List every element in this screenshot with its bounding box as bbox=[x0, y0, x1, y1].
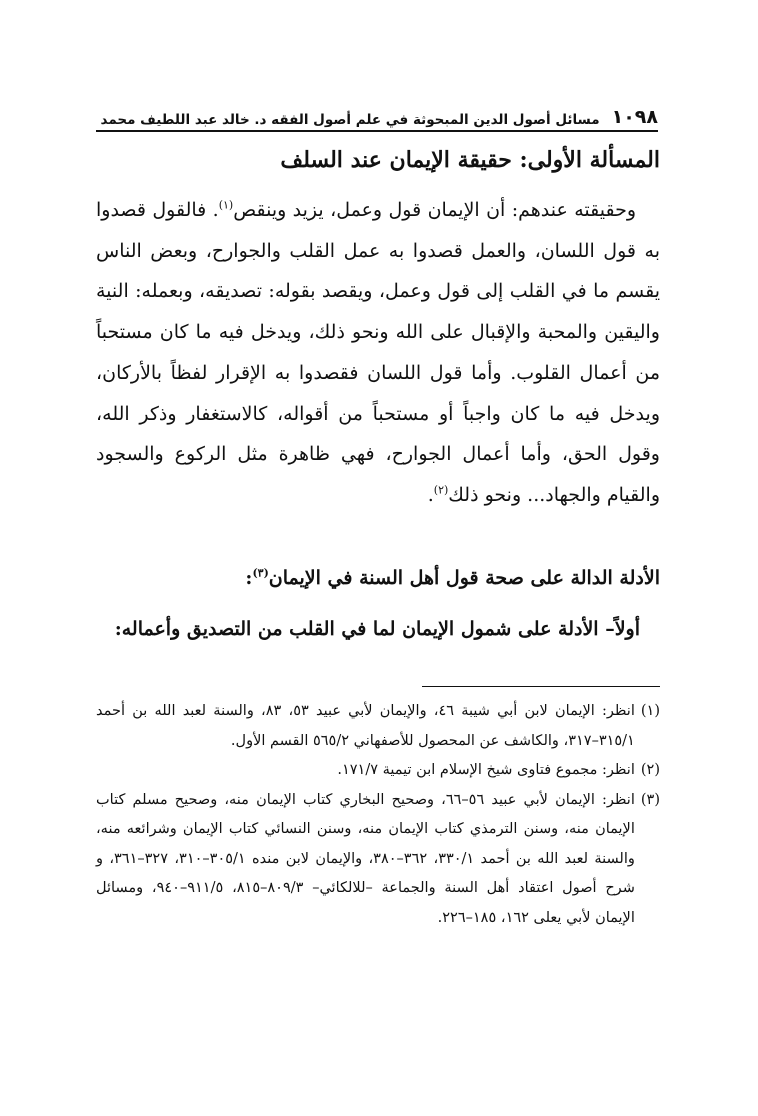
section-title: المسألة الأولى: حقيقة الإيمان عند السلف bbox=[280, 147, 660, 173]
running-header-title: مسائل أصول الدين المبحوثة في علم أصول الفقه د. خالد عبد اللطيف محمد bbox=[100, 112, 600, 128]
footnote-1 bbox=[96, 697, 660, 756]
footnote-2 bbox=[96, 756, 660, 786]
footnote-text: انظر: الإيمان لابن أبي شيبة ٤٦، والإيمان لأبي عبيد ٥٣، ٨٣، والسنة لعبد الله بن أحمد ٣١٥/١–٣١٧، والكاشف عن المحصول للأصفهاني ٥٦٥/٢ القسم الأول. bbox=[96, 703, 635, 749]
footnote-number: (٢) bbox=[640, 762, 660, 778]
subheading-evidence-suffix: : bbox=[245, 567, 253, 589]
footnote-ref-2[interactable]: (٢) bbox=[433, 483, 449, 497]
paragraph bbox=[96, 190, 660, 516]
footnote-number: (١) bbox=[640, 703, 660, 719]
subheading-first: أولاً– الأدلة على شمول الإيمان لما في القلب من التصديق وأعماله: bbox=[114, 618, 640, 640]
footnote-number: (٣) bbox=[640, 791, 660, 808]
footnote-3 bbox=[96, 786, 660, 934]
footnote-text: انظر: مجموع فتاوى شيخ الإسلام ابن تيمية ١٧١/٧. bbox=[337, 762, 635, 778]
paragraph-end: . bbox=[427, 483, 434, 506]
page-number: ١٠٩٨ bbox=[611, 106, 658, 128]
footnote-divider bbox=[422, 686, 660, 687]
subheading-evidence-text: الأدلة الدالة على صحة قول أهل السنة في الإيمان bbox=[268, 567, 660, 589]
footnotes bbox=[96, 697, 660, 933]
running-header bbox=[96, 104, 658, 132]
footnote-ref-1[interactable]: (١) bbox=[218, 198, 234, 212]
body-paragraph bbox=[96, 190, 660, 516]
paragraph-text-part2: . فالقول قصدوا به قول اللسان، والعمل قصدوا به عمل القلب والجوارح، وبعض الناس يقسم ما في القلب إلى قول وعمل، ويقصد بقوله: تصديقه، وبعمله: النية واليقين والمحبة والإقبال على الله ونحو ذلك، ويدخل فيه ما كان مستحباً من أعمال القلوب. وأما قول اللسان فقصدوا به الإقرار لفظاً بالأركان، ويدخل فيه ما كان واجباً أو مستحباً من أقواله، كالاستغفار وذكر الله، وقول الحق، وأما أعمال الجوارح، فهي ظاهرة مثل الركوع والسجود والقيام والجهاد... ونحو ذلك bbox=[96, 199, 660, 506]
paragraph-text-part1: وحقيقته عندهم: أن الإيمان قول وعمل، يزيد وينقص bbox=[233, 199, 636, 221]
footnote-text: انظر: الإيمان لأبي عبيد ٥٦–٦٦، وصحيح البخاري كتاب الإيمان منه، وصحيح مسلم كتاب الإيمان منه، وسنن الترمذي كتاب الإيمان منه، وسنن النسائي كتاب الإيمان وشرائعه منه، والسنة لعبد الله بن أحمد ٣٣٠/١، ٣٦٢–٣٨٠، والإيمان لابن منده ٣٠٥/١–٣١٠، ٣٢٧–٣٦١، و شرح أصول اعتقاد أهل السنة والجماعة –للالكائي– ٨٠٩/٣–٨١٥، ٩١١/٥–٩٤٠، ومسائل الإيمان لأبي يعلى ١٦٢، ١٨٥–٢٢٦. bbox=[96, 791, 635, 926]
subheading-evidence bbox=[96, 560, 660, 596]
footnote-ref-3[interactable]: (٣) bbox=[252, 566, 269, 580]
